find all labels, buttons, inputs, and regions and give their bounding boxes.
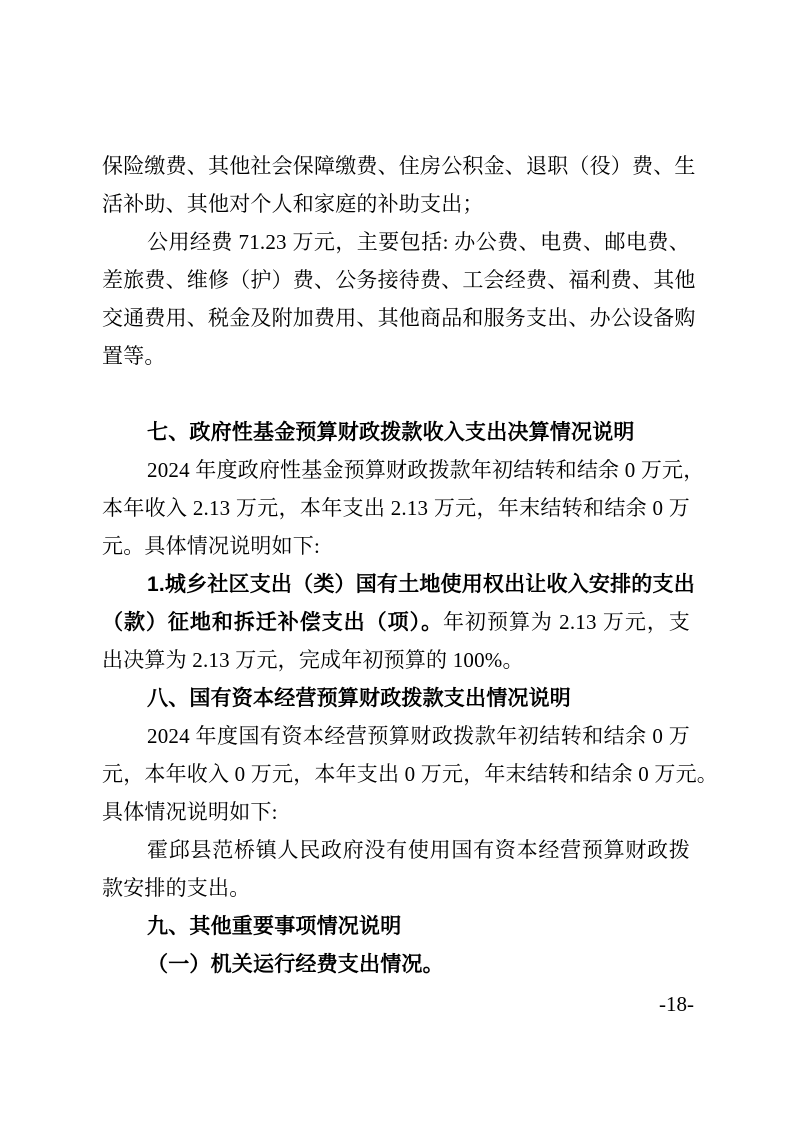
body-line: [102, 185, 690, 223]
body-text: 出决算为 2.13 万元，完成年初预算的 100%。: [102, 648, 524, 672]
section-heading-8: [102, 679, 690, 717]
body-line: [102, 641, 690, 679]
body-line: [102, 489, 690, 527]
body-line: [102, 831, 690, 869]
body-text: 本年收入 2.13 万元，本年支出 2.13 万元，年末结转和结余 0 万: [102, 496, 690, 520]
body-line: [102, 337, 690, 375]
body-text: 保险缴费、其他社会保障缴费、住房公积金、退职（役）费、生: [102, 154, 696, 178]
heading-text: 七、政府性基金预算财政拨款收入支出决算情况说明: [147, 421, 635, 444]
heading-text: （一）机关运行经费支出情况。: [147, 953, 444, 976]
body-line: [102, 451, 705, 489]
body-line: [102, 717, 690, 755]
heading-text: 九、其他重要事项情况说明: [147, 915, 402, 938]
body-line: [102, 755, 718, 793]
body-text: 公用经费 71.23 万元，主要包括: 办公费、电费、邮电费、: [147, 230, 690, 254]
item-heading-line: [102, 603, 690, 641]
body-text: 活补助、其他对个人和家庭的补助支出；: [102, 192, 484, 216]
body-text: 差旅费、维修（护）费、公务接待费、工会经费、福利费、其他: [102, 268, 696, 292]
body-text: 交通费用、税金及附加费用、其他商品和服务支出、办公设备购: [102, 306, 696, 330]
body-text: 置等。: [102, 344, 166, 368]
body-line: [102, 527, 690, 565]
item-heading-line: [102, 565, 695, 603]
heading-text: 1.城乡社区支出（类）国有土地使用权出让收入安排的支出: [147, 573, 695, 596]
subsection-heading-9-1: [102, 945, 690, 983]
body-text: 2024 年度政府性基金预算财政拨款年初结转和结余 0 万元，: [147, 458, 705, 482]
section-heading-9: [102, 907, 690, 945]
body-line: [102, 261, 696, 299]
page-number: -18-: [659, 992, 694, 1016]
body-text: 具体情况说明如下:: [102, 800, 278, 824]
body-line: [102, 147, 696, 185]
body-line: [102, 299, 696, 337]
heading-text: 八、国有资本经营预算财政拨款支出情况说明: [147, 687, 571, 710]
body-text: 年初预算为 2.13 万元，支: [443, 610, 691, 634]
body-text: 霍邱县范桥镇人民政府没有使用国有资本经营预算财政拨: [147, 838, 690, 862]
body-text: 元，本年收入 0 万元，本年支出 0 万元，年末结转和结余 0 万元。: [102, 762, 718, 786]
heading-text: （款）征地和拆迁补偿支出（项）。: [102, 611, 444, 634]
body-line: [102, 869, 690, 907]
body-line: [102, 793, 690, 831]
body-text: 款安排的支出。: [102, 876, 251, 900]
body-text: 元。具体情况说明如下:: [102, 534, 321, 558]
document-body: [102, 147, 718, 983]
section-heading-7: [102, 413, 690, 451]
body-line: [102, 223, 690, 261]
body-text: 2024 年度国有资本经营预算财政拨款年初结转和结余 0 万: [147, 724, 690, 748]
